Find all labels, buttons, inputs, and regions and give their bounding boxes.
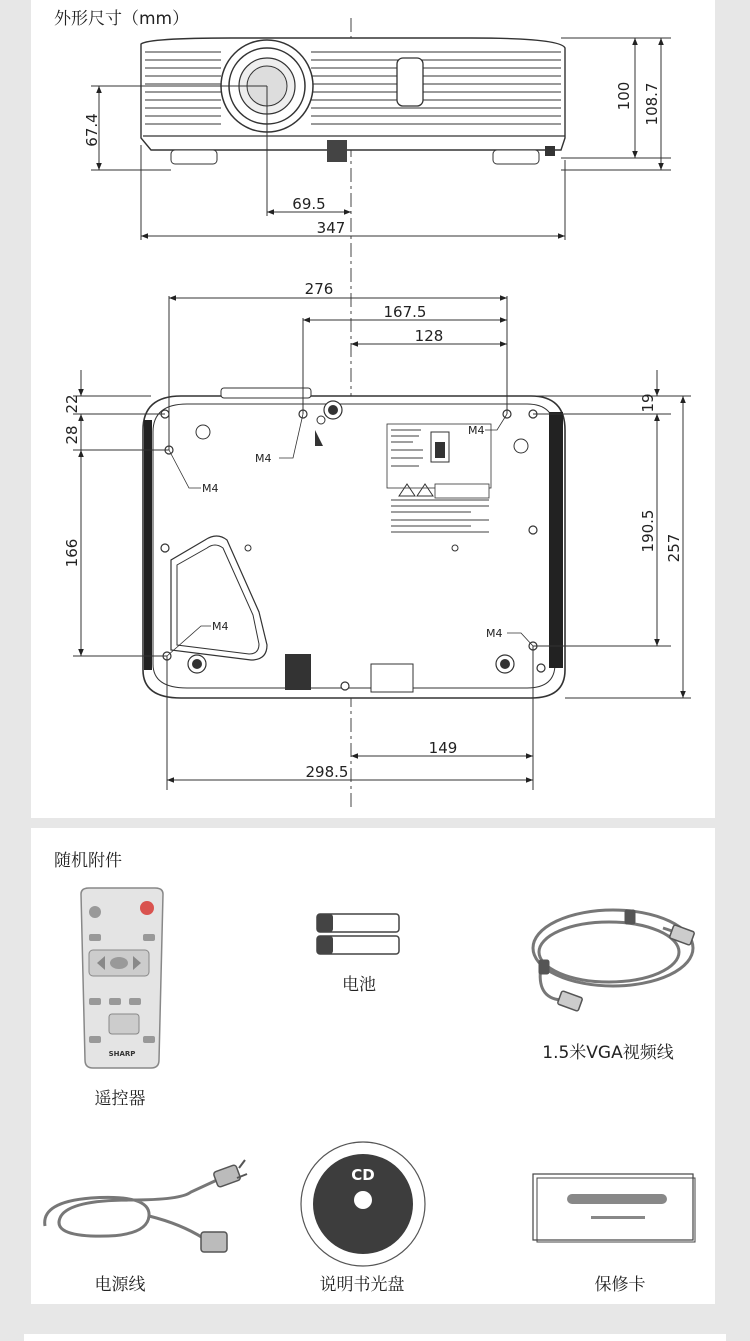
dimension-drawing (31, 0, 715, 818)
accessory-label: 保修卡 (594, 1275, 646, 1295)
accessory-illustrations (31, 828, 715, 1304)
accessory-label: 说明书光盘 (319, 1275, 405, 1295)
power-cord-icon (45, 1160, 247, 1252)
dim-height-feet: 108.7 (643, 82, 661, 126)
dim-19: 19 (639, 393, 657, 413)
accessory-label: 电池 (342, 975, 376, 995)
accessory-label: 遥控器 (94, 1089, 146, 1109)
remote-brand: SHARP (108, 1050, 136, 1058)
accessories-title: 随机附件 (54, 851, 122, 871)
dim-276: 276 (304, 280, 334, 298)
dimensions-title: 外形尺寸（mm） (54, 9, 190, 29)
dim-lens-height: 67.4 (83, 113, 101, 147)
cd-text: CD (351, 1166, 375, 1184)
dim-257: 257 (665, 533, 683, 563)
dim-22: 22 (63, 394, 81, 414)
m4-label: M4 (202, 482, 219, 495)
battery-icon (317, 914, 399, 954)
bottom-strip (24, 1334, 726, 1341)
accessories-panel (31, 828, 715, 1304)
m4-label: M4 (212, 620, 229, 633)
dim-167-5: 167.5 (383, 303, 427, 321)
dim-front-width: 347 (316, 219, 346, 237)
dim-28: 28 (63, 425, 81, 445)
dim-190-5: 190.5 (639, 509, 657, 553)
dim-166: 166 (63, 538, 81, 568)
dim-lens-offset: 69.5 (292, 195, 326, 213)
vga-cable-icon (533, 910, 695, 1011)
dimensions-panel (31, 0, 715, 818)
projector-bottom-view (143, 388, 565, 698)
warranty-card-icon (533, 1174, 695, 1242)
dim-149: 149 (428, 739, 458, 757)
m4-label: M4 (486, 627, 503, 640)
accessory-label: 1.5米VGA视频线 (542, 1043, 674, 1063)
accessory-label: 电源线 (94, 1275, 146, 1295)
m4-label: M4 (255, 452, 272, 465)
dim-298-5: 298.5 (305, 763, 349, 781)
m4-label: M4 (468, 424, 485, 437)
dim-128: 128 (414, 327, 444, 345)
dim-height: 100 (615, 81, 633, 111)
remote-control-icon (81, 888, 163, 1068)
projector-front-view (141, 38, 565, 164)
cd-icon (301, 1142, 425, 1266)
